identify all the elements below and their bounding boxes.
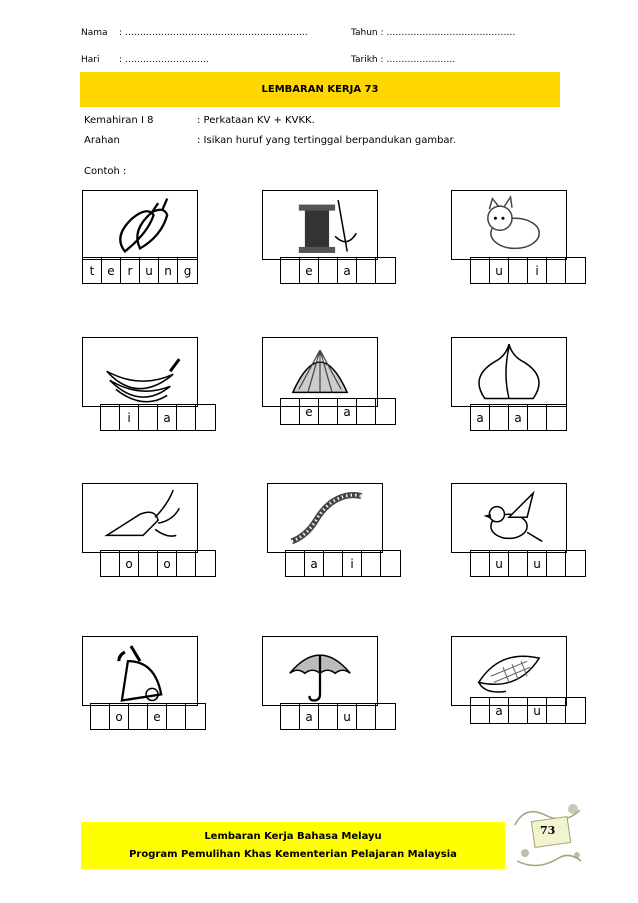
letter-cell: a <box>300 704 319 729</box>
blank-letter-cell[interactable] <box>319 258 338 283</box>
letter-cell: e <box>102 258 121 283</box>
umbrella-icon <box>263 637 377 705</box>
letter-cell: o <box>110 704 129 729</box>
blank-letter-cell[interactable] <box>281 399 300 424</box>
letter-cell: a <box>305 551 324 576</box>
letter-cell: e <box>300 399 319 424</box>
blank-letter-cell[interactable] <box>91 704 110 729</box>
picture-box <box>451 190 567 260</box>
footer-line-2: Program Pemulihan Khas Kementerian Pelajaran Malaysia <box>129 849 457 860</box>
footer-banner <box>81 822 505 869</box>
blank-letter-cell[interactable] <box>139 405 158 430</box>
blank-letter-cell[interactable] <box>196 405 215 430</box>
direction-label: Arahan <box>84 135 120 146</box>
letter-cell: a <box>471 405 490 430</box>
blank-letter-cell[interactable] <box>357 399 376 424</box>
banana-icon <box>83 338 197 406</box>
tarikh-field: Tarikh : ………………….. <box>351 55 456 65</box>
hari-line: : ………………………. <box>119 55 209 65</box>
blank-letter-cell[interactable] <box>281 704 300 729</box>
blank-letter-cell[interactable] <box>547 258 566 283</box>
picture-box <box>82 636 198 706</box>
letter-grid <box>470 257 586 284</box>
worm-icon <box>268 484 382 552</box>
eggplant-icon <box>83 191 197 259</box>
letter-cell: u <box>338 704 357 729</box>
blank-letter-cell[interactable] <box>357 258 376 283</box>
letter-cell: a <box>490 698 509 723</box>
picture-box <box>82 337 198 407</box>
blank-letter-cell[interactable] <box>471 551 490 576</box>
cat-icon <box>452 191 566 259</box>
blank-letter-cell[interactable] <box>196 551 215 576</box>
letter-cell: u <box>528 551 547 576</box>
blank-letter-cell[interactable] <box>319 704 338 729</box>
example-label: Contoh : <box>84 166 127 177</box>
letter-grid <box>470 550 586 577</box>
skill-label: Kemahiran I 8 <box>84 115 154 126</box>
letter-cell: r <box>121 258 140 283</box>
blank-letter-cell[interactable] <box>547 698 566 723</box>
blank-letter-cell[interactable] <box>376 258 395 283</box>
blank-letter-cell[interactable] <box>471 258 490 283</box>
picture-box <box>451 337 567 407</box>
letter-cell: u <box>528 698 547 723</box>
blank-letter-cell[interactable] <box>490 405 509 430</box>
picture-box <box>262 337 378 407</box>
letter-cell: e <box>148 704 167 729</box>
letter-cell: u <box>490 551 509 576</box>
blank-letter-cell[interactable] <box>471 698 490 723</box>
letter-grid <box>100 550 216 577</box>
blank-letter-cell[interactable] <box>376 704 395 729</box>
bird-icon <box>452 484 566 552</box>
letter-grid <box>280 703 396 730</box>
blank-letter-cell[interactable] <box>324 551 343 576</box>
blank-letter-cell[interactable] <box>509 551 528 576</box>
letter-cell: n <box>159 258 178 283</box>
letter-grid <box>100 404 216 431</box>
letter-cell: e <box>300 258 319 283</box>
blank-letter-cell[interactable] <box>129 704 148 729</box>
blank-letter-cell[interactable] <box>381 551 400 576</box>
letter-grid <box>90 703 206 730</box>
letter-cell: o <box>120 551 139 576</box>
letter-cell: i <box>343 551 362 576</box>
blank-letter-cell[interactable] <box>509 698 528 723</box>
page-number: 73 <box>540 824 556 837</box>
blank-letter-cell[interactable] <box>547 405 566 430</box>
bell-icon <box>83 637 197 705</box>
blank-letter-cell[interactable] <box>566 698 585 723</box>
worksheet-title-banner <box>80 72 560 107</box>
letter-grid <box>280 398 396 425</box>
letter-grid <box>82 257 198 284</box>
blank-letter-cell[interactable] <box>566 258 585 283</box>
picture-box <box>267 483 383 553</box>
letter-cell: a <box>338 399 357 424</box>
tahun-field: Tahun : ……………………………………. <box>351 28 516 38</box>
direction-value: : Isikan huruf yang tertinggal berpandukan gambar. <box>197 135 456 146</box>
blank-letter-cell[interactable] <box>139 551 158 576</box>
blank-letter-cell[interactable] <box>547 551 566 576</box>
hari-label: Hari <box>81 55 100 65</box>
blank-letter-cell[interactable] <box>509 258 528 283</box>
squid-icon <box>83 484 197 552</box>
blank-letter-cell[interactable] <box>101 405 120 430</box>
letter-cell: a <box>158 405 177 430</box>
letter-cell: u <box>490 258 509 283</box>
blank-letter-cell[interactable] <box>319 399 338 424</box>
letter-cell: u <box>140 258 159 283</box>
letter-cell: g <box>183 263 192 278</box>
worksheet-title: LEMBARAN KERJA 73 <box>261 84 379 95</box>
blank-letter-cell[interactable] <box>101 551 120 576</box>
blank-letter-cell[interactable] <box>281 258 300 283</box>
blank-letter-cell[interactable] <box>286 551 305 576</box>
letter-cell: i <box>528 258 547 283</box>
page-number-badge <box>507 795 589 870</box>
blank-letter-cell[interactable] <box>528 405 547 430</box>
letter-cell: t <box>83 258 102 283</box>
blank-letter-cell[interactable] <box>376 399 395 424</box>
skill-value: : Perkataan KV + KVKK. <box>197 115 315 126</box>
letter-cell: a <box>509 405 528 430</box>
blank-letter-cell[interactable] <box>566 551 585 576</box>
nama-line: : ……………………………………………………. <box>119 28 308 38</box>
picture-box <box>451 483 567 553</box>
blank-letter-cell[interactable] <box>186 704 205 729</box>
blank-letter-cell[interactable] <box>362 551 381 576</box>
blank-letter-cell[interactable] <box>357 704 376 729</box>
picture-box <box>262 190 378 260</box>
picture-box <box>451 636 567 706</box>
picture-box <box>262 636 378 706</box>
letter-cell: o <box>158 551 177 576</box>
letter-grid <box>285 550 401 577</box>
corn-icon <box>452 637 566 705</box>
letter-cell: a <box>338 258 357 283</box>
letter-grid <box>470 404 567 431</box>
thread-spool-icon <box>263 191 377 259</box>
picture-box <box>82 483 198 553</box>
letter-grid <box>470 697 586 724</box>
blank-letter-cell[interactable] <box>167 704 186 729</box>
blank-letter-cell[interactable] <box>177 551 196 576</box>
picture-box <box>82 190 198 260</box>
nama-label: Nama <box>81 28 108 38</box>
blank-letter-cell[interactable] <box>177 405 196 430</box>
clam-shell-icon <box>263 338 377 406</box>
letter-cell: i <box>120 405 139 430</box>
letter-grid <box>280 257 396 284</box>
footer-line-1: Lembaran Kerja Bahasa Melayu <box>204 831 382 842</box>
onion-icon <box>452 338 566 406</box>
